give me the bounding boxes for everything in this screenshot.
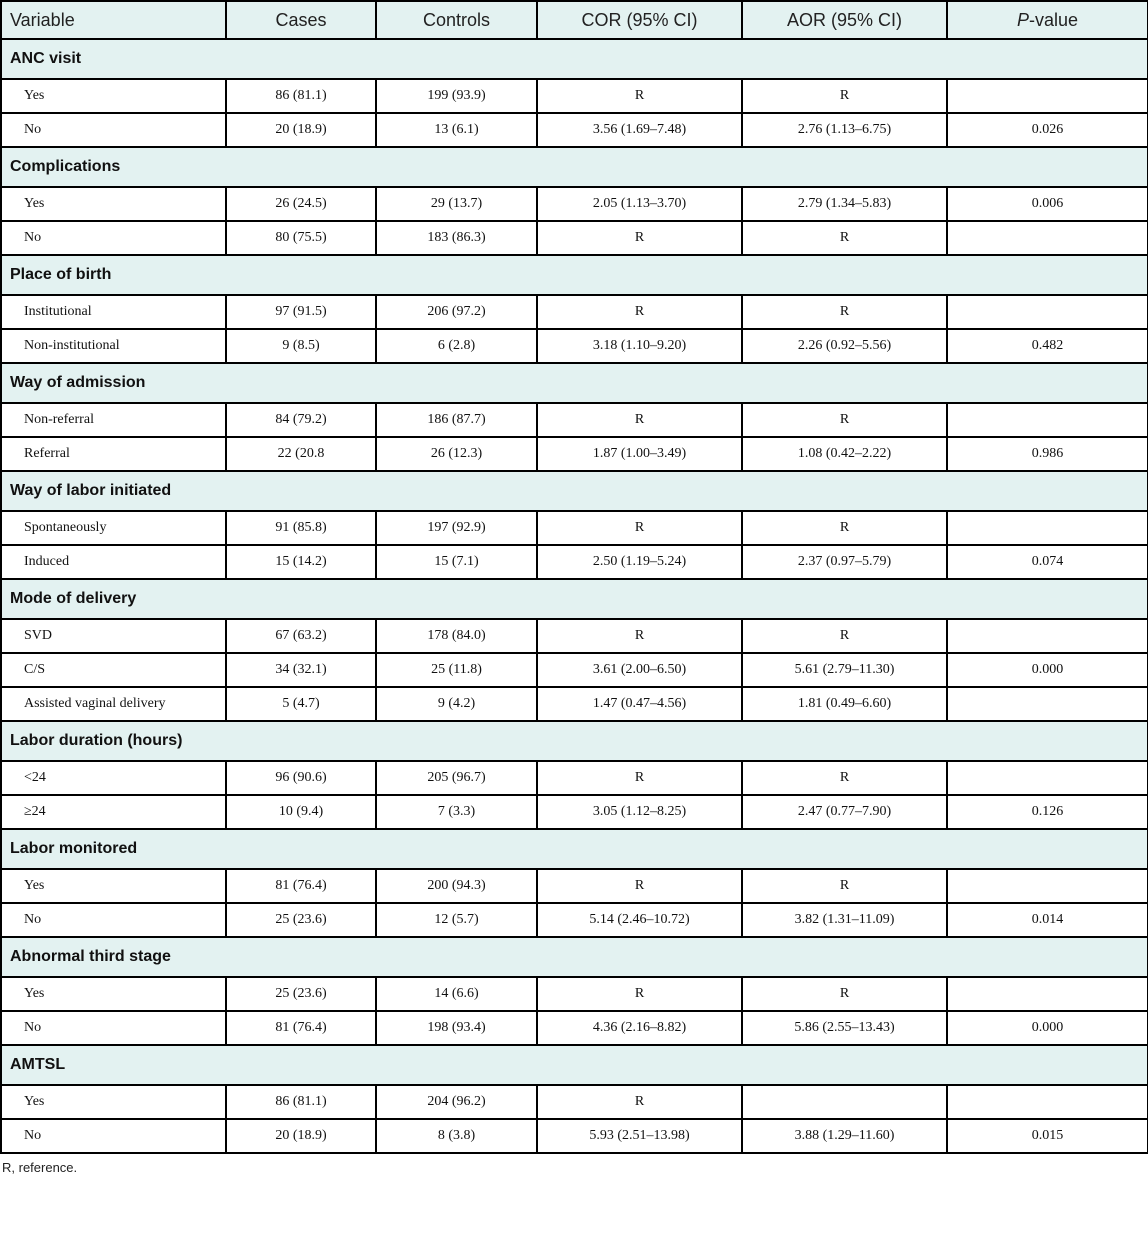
controls-cell: 26 (12.3) <box>376 437 537 471</box>
row-label: SVD <box>1 619 226 653</box>
controls-cell: 25 (11.8) <box>376 653 537 687</box>
table-row <box>1 295 1148 329</box>
aor-cell: 3.82 (1.31–11.09) <box>742 903 947 937</box>
row-label: ≥24 <box>1 795 226 829</box>
controls-cell: 9 (4.2) <box>376 687 537 721</box>
group-title: Complications <box>1 147 1148 187</box>
row-label: <24 <box>1 761 226 795</box>
p-value-cell: 0.074 <box>947 545 1148 579</box>
aor-cell: R <box>742 511 947 545</box>
row-label: No <box>1 903 226 937</box>
group-header-row <box>1 255 1148 295</box>
controls-cell: 6 (2.8) <box>376 329 537 363</box>
controls-cell: 183 (86.3) <box>376 221 537 255</box>
cases-cell: 84 (79.2) <box>226 403 376 437</box>
p-value-cell: 0.986 <box>947 437 1148 471</box>
p-value-cell: 0.126 <box>947 795 1148 829</box>
aor-cell: 2.76 (1.13–6.75) <box>742 113 947 147</box>
table-row <box>1 545 1148 579</box>
aor-cell: R <box>742 977 947 1011</box>
group-header-row <box>1 721 1148 761</box>
table-row <box>1 761 1148 795</box>
p-value-cell: 0.026 <box>947 113 1148 147</box>
cor-cell: R <box>537 511 742 545</box>
p-value-cell <box>947 79 1148 113</box>
cor-cell: R <box>537 977 742 1011</box>
cases-cell: 10 (9.4) <box>226 795 376 829</box>
cases-cell: 91 (85.8) <box>226 511 376 545</box>
p-value-cell <box>947 221 1148 255</box>
cor-cell: R <box>537 1085 742 1119</box>
p-value-cell <box>947 977 1148 1011</box>
p-value-cell: 0.000 <box>947 653 1148 687</box>
cor-cell: 2.05 (1.13–3.70) <box>537 187 742 221</box>
aor-cell: R <box>742 619 947 653</box>
aor-cell: R <box>742 221 947 255</box>
table-row <box>1 113 1148 147</box>
aor-cell: R <box>742 403 947 437</box>
cor-cell: R <box>537 619 742 653</box>
group-header-row <box>1 363 1148 403</box>
cases-cell: 25 (23.6) <box>226 977 376 1011</box>
table-row <box>1 687 1148 721</box>
table-row <box>1 1085 1148 1119</box>
aor-cell: R <box>742 79 947 113</box>
aor-cell: 2.37 (0.97–5.79) <box>742 545 947 579</box>
table-row <box>1 221 1148 255</box>
p-value-cell <box>947 295 1148 329</box>
group-title: AMTSL <box>1 1045 1148 1085</box>
table-row <box>1 977 1148 1011</box>
group-header-row <box>1 829 1148 869</box>
aor-cell: 1.08 (0.42–2.22) <box>742 437 947 471</box>
table-row <box>1 437 1148 471</box>
row-label: Yes <box>1 187 226 221</box>
cor-cell: R <box>537 403 742 437</box>
header-variable: Variable <box>1 1 226 39</box>
table-row <box>1 79 1148 113</box>
group-header-row <box>1 579 1148 619</box>
table-row <box>1 511 1148 545</box>
aor-cell: 2.47 (0.77–7.90) <box>742 795 947 829</box>
p-value-cell <box>947 1085 1148 1119</box>
group-title: ANC visit <box>1 39 1148 79</box>
header-controls: Controls <box>376 1 537 39</box>
group-title: Labor duration (hours) <box>1 721 1148 761</box>
group-header-row <box>1 937 1148 977</box>
p-value-cell <box>947 687 1148 721</box>
cor-cell: 4.36 (2.16–8.82) <box>537 1011 742 1045</box>
aor-cell: R <box>742 761 947 795</box>
cases-cell: 26 (24.5) <box>226 187 376 221</box>
cases-cell: 67 (63.2) <box>226 619 376 653</box>
aor-cell: 5.61 (2.79–11.30) <box>742 653 947 687</box>
cor-cell: 5.14 (2.46–10.72) <box>537 903 742 937</box>
cases-cell: 86 (81.1) <box>226 79 376 113</box>
row-label: No <box>1 1119 226 1153</box>
cases-cell: 97 (91.5) <box>226 295 376 329</box>
aor-cell: R <box>742 295 947 329</box>
cases-cell: 9 (8.5) <box>226 329 376 363</box>
cor-cell: R <box>537 869 742 903</box>
aor-cell: 2.26 (0.92–5.56) <box>742 329 947 363</box>
header-p-value <box>947 1 1148 39</box>
table-row <box>1 403 1148 437</box>
row-label: No <box>1 1011 226 1045</box>
group-title: Place of birth <box>1 255 1148 295</box>
p-value-cell: 0.015 <box>947 1119 1148 1153</box>
row-label: No <box>1 221 226 255</box>
controls-cell: 8 (3.8) <box>376 1119 537 1153</box>
row-label: No <box>1 113 226 147</box>
aor-cell: 5.86 (2.55–13.43) <box>742 1011 947 1045</box>
controls-cell: 199 (93.9) <box>376 79 537 113</box>
table-row <box>1 619 1148 653</box>
p-value-cell <box>947 511 1148 545</box>
p-value-cell: 0.014 <box>947 903 1148 937</box>
table-row <box>1 903 1148 937</box>
header-p-suffix: -value <box>1028 9 1079 30</box>
group-title: Way of labor initiated <box>1 471 1148 511</box>
cor-cell: R <box>537 295 742 329</box>
cases-cell: 25 (23.6) <box>226 903 376 937</box>
controls-cell: 186 (87.7) <box>376 403 537 437</box>
cor-cell: 5.93 (2.51–13.98) <box>537 1119 742 1153</box>
controls-cell: 15 (7.1) <box>376 545 537 579</box>
row-label: Non-referral <box>1 403 226 437</box>
group-header-row <box>1 1045 1148 1085</box>
row-label: Institutional <box>1 295 226 329</box>
cases-cell: 81 (76.4) <box>226 869 376 903</box>
cor-cell: 3.56 (1.69–7.48) <box>537 113 742 147</box>
cases-cell: 81 (76.4) <box>226 1011 376 1045</box>
aor-cell <box>742 1085 947 1119</box>
aor-cell: 2.79 (1.34–5.83) <box>742 187 947 221</box>
row-label: Induced <box>1 545 226 579</box>
group-title: Mode of delivery <box>1 579 1148 619</box>
row-label: Referral <box>1 437 226 471</box>
cases-cell: 22 (20.8 <box>226 437 376 471</box>
row-label: Yes <box>1 869 226 903</box>
row-label: Yes <box>1 1085 226 1119</box>
controls-cell: 204 (96.2) <box>376 1085 537 1119</box>
cor-cell: 3.18 (1.10–9.20) <box>537 329 742 363</box>
table-header-row <box>1 1 1148 39</box>
row-label: Non-institutional <box>1 329 226 363</box>
group-header-row <box>1 471 1148 511</box>
controls-cell: 178 (84.0) <box>376 619 537 653</box>
controls-cell: 13 (6.1) <box>376 113 537 147</box>
controls-cell: 198 (93.4) <box>376 1011 537 1045</box>
table-footnote: R, reference. <box>2 1160 78 1175</box>
aor-cell: 3.88 (1.29–11.60) <box>742 1119 947 1153</box>
controls-cell: 29 (13.7) <box>376 187 537 221</box>
row-label: C/S <box>1 653 226 687</box>
table-body <box>1 39 1148 1153</box>
cases-cell: 20 (18.9) <box>226 113 376 147</box>
header-cases: Cases <box>226 1 376 39</box>
cor-cell: 1.47 (0.47–4.56) <box>537 687 742 721</box>
table-row <box>1 187 1148 221</box>
header-cor: COR (95% CI) <box>537 1 742 39</box>
group-title: Labor monitored <box>1 829 1148 869</box>
cor-cell: R <box>537 79 742 113</box>
cor-cell: 3.61 (2.00–6.50) <box>537 653 742 687</box>
table-row <box>1 795 1148 829</box>
row-label: Spontaneously <box>1 511 226 545</box>
cases-cell: 5 (4.7) <box>226 687 376 721</box>
group-title: Way of admission <box>1 363 1148 403</box>
row-label: Assisted vaginal delivery <box>1 687 226 721</box>
controls-cell: 200 (94.3) <box>376 869 537 903</box>
cor-cell: 1.87 (1.00–3.49) <box>537 437 742 471</box>
p-value-cell: 0.006 <box>947 187 1148 221</box>
header-p-letter: P <box>1016 9 1029 30</box>
controls-cell: 7 (3.3) <box>376 795 537 829</box>
table-row <box>1 329 1148 363</box>
cases-cell: 80 (75.5) <box>226 221 376 255</box>
cases-cell: 96 (90.6) <box>226 761 376 795</box>
table-row <box>1 1119 1148 1153</box>
cases-cell: 86 (81.1) <box>226 1085 376 1119</box>
cor-cell: 3.05 (1.12–8.25) <box>537 795 742 829</box>
controls-cell: 205 (96.7) <box>376 761 537 795</box>
p-value-cell <box>947 403 1148 437</box>
table-row <box>1 653 1148 687</box>
row-label: Yes <box>1 79 226 113</box>
cor-cell: 2.50 (1.19–5.24) <box>537 545 742 579</box>
header-aor: AOR (95% CI) <box>742 1 947 39</box>
table-row <box>1 1011 1148 1045</box>
cases-cell: 20 (18.9) <box>226 1119 376 1153</box>
aor-cell: 1.81 (0.49–6.60) <box>742 687 947 721</box>
table-row <box>1 869 1148 903</box>
cases-cell: 15 (14.2) <box>226 545 376 579</box>
cases-cell: 34 (32.1) <box>226 653 376 687</box>
p-value-cell <box>947 761 1148 795</box>
p-value-cell <box>947 869 1148 903</box>
cor-cell: R <box>537 221 742 255</box>
controls-cell: 12 (5.7) <box>376 903 537 937</box>
controls-cell: 14 (6.6) <box>376 977 537 1011</box>
controls-cell: 206 (97.2) <box>376 295 537 329</box>
cor-cell: R <box>537 761 742 795</box>
group-header-row <box>1 147 1148 187</box>
group-title: Abnormal third stage <box>1 937 1148 977</box>
row-label: Yes <box>1 977 226 1011</box>
p-value-cell <box>947 619 1148 653</box>
controls-cell: 197 (92.9) <box>376 511 537 545</box>
p-value-cell: 0.482 <box>947 329 1148 363</box>
group-header-row <box>1 39 1148 79</box>
p-value-cell: 0.000 <box>947 1011 1148 1045</box>
aor-cell: R <box>742 869 947 903</box>
